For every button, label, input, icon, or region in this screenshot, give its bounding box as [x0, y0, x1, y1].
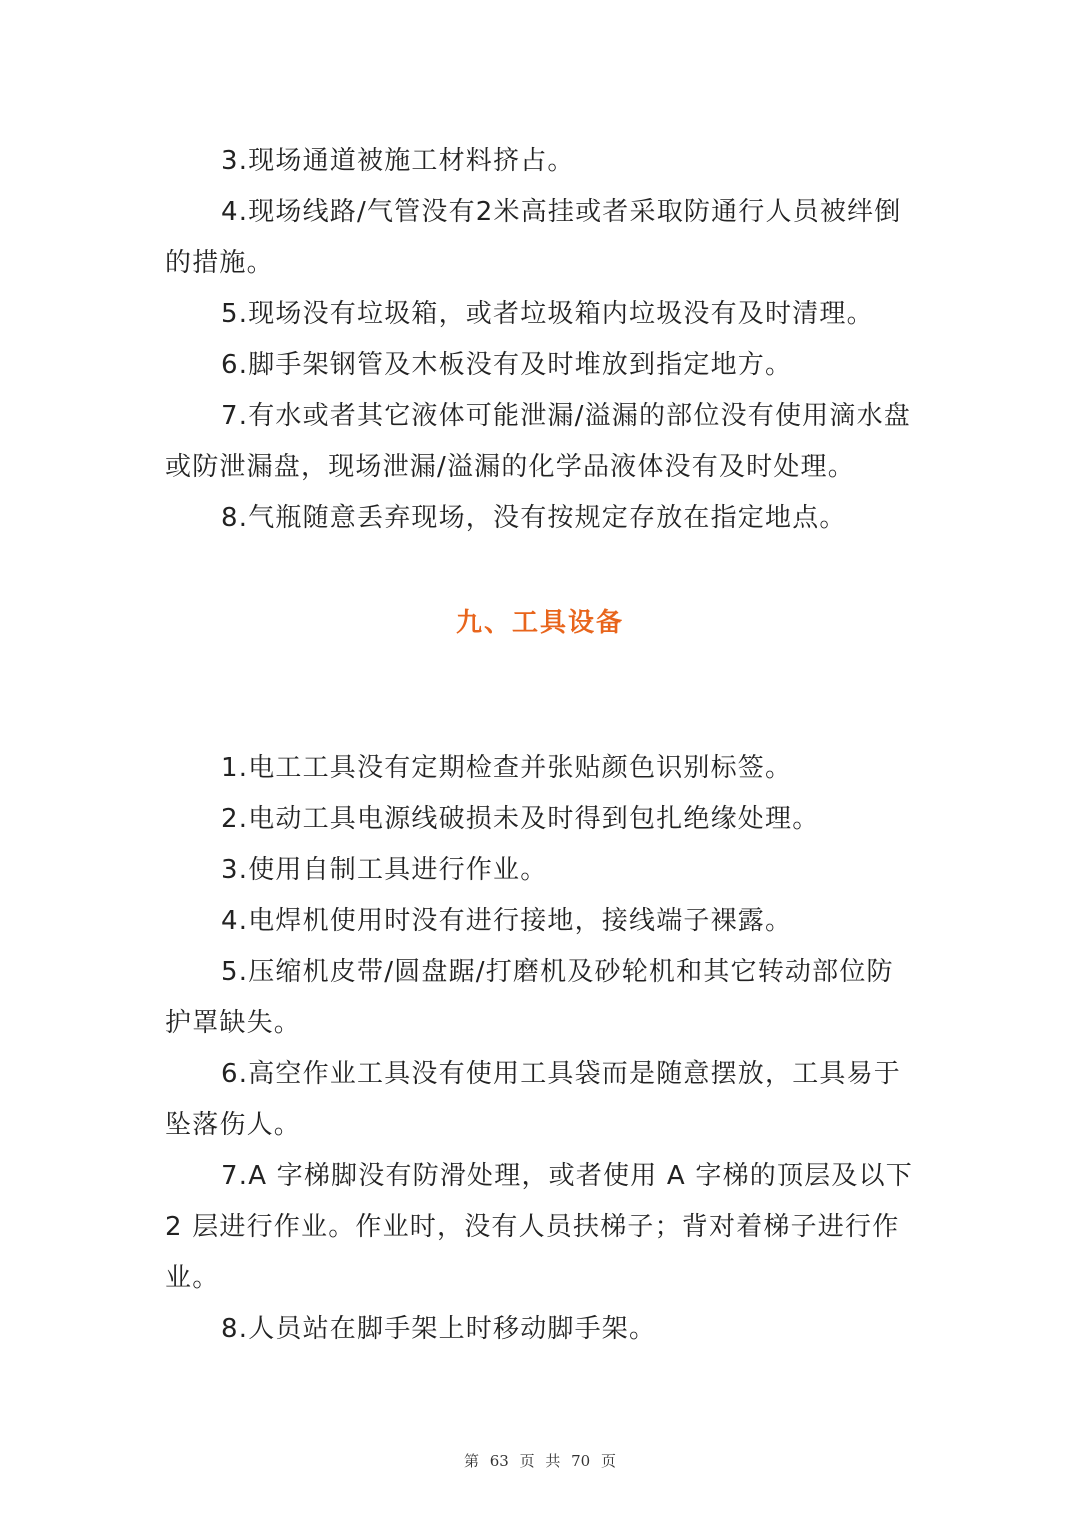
- list-item: 6.脚手架钢管及木板没有及时堆放到指定地方。: [221, 350, 793, 380]
- list-item: 2.电动工具电源线破损未及时得到包扎绝缘处理。: [221, 804, 820, 834]
- section-heading: 九、工具设备: [455, 608, 624, 638]
- list-item: 5.压缩机皮带/圆盘踞/打磨机及砂轮机和其它转动部位防护罩缺失。: [165, 957, 894, 1038]
- list-item: 4.电焊机使用时没有进行接地，接线端子裸露。: [221, 906, 793, 936]
- section-8-list: [165, 136, 917, 544]
- list-item: 8.人员站在脚手架上时移动脚手架。: [221, 1314, 657, 1344]
- list-item: 8.气瓶随意丢弃现场，没有按规定存放在指定地点。: [221, 503, 847, 533]
- list-item: 7.有水或者其它液体可能泄漏/溢漏的部位没有使用滴水盘或防泄漏盘，现场泄漏/溢漏的化学品液体没有及时处理。: [165, 401, 911, 482]
- list-item: 4.现场线路/气管没有2米高挂或者采取防通行人员被绊倒的措施。: [165, 197, 902, 278]
- list-item: 3.现场通道被施工材料挤占。: [221, 146, 575, 176]
- list-item: 5.现场没有垃圾箱，或者垃圾箱内垃圾没有及时清理。: [221, 299, 874, 329]
- page-footer: 第 63 页 共 70 页: [463, 1452, 616, 1470]
- list-item: 7.A 字梯脚没有防滑处理，或者使用 A 字梯的顶层及以下 2 层进行作业。作业时，没有人员扶梯子；背对着梯子进行作业。: [165, 1161, 913, 1293]
- list-item: 1.电工工具没有定期检查并张贴颜色识别标签。: [221, 753, 793, 783]
- section-9-list: [165, 743, 917, 1355]
- list-item: 3.使用自制工具进行作业。: [221, 855, 548, 885]
- list-item: 6.高空作业工具没有使用工具袋而是随意摆放，工具易于坠落伤人。: [165, 1059, 902, 1140]
